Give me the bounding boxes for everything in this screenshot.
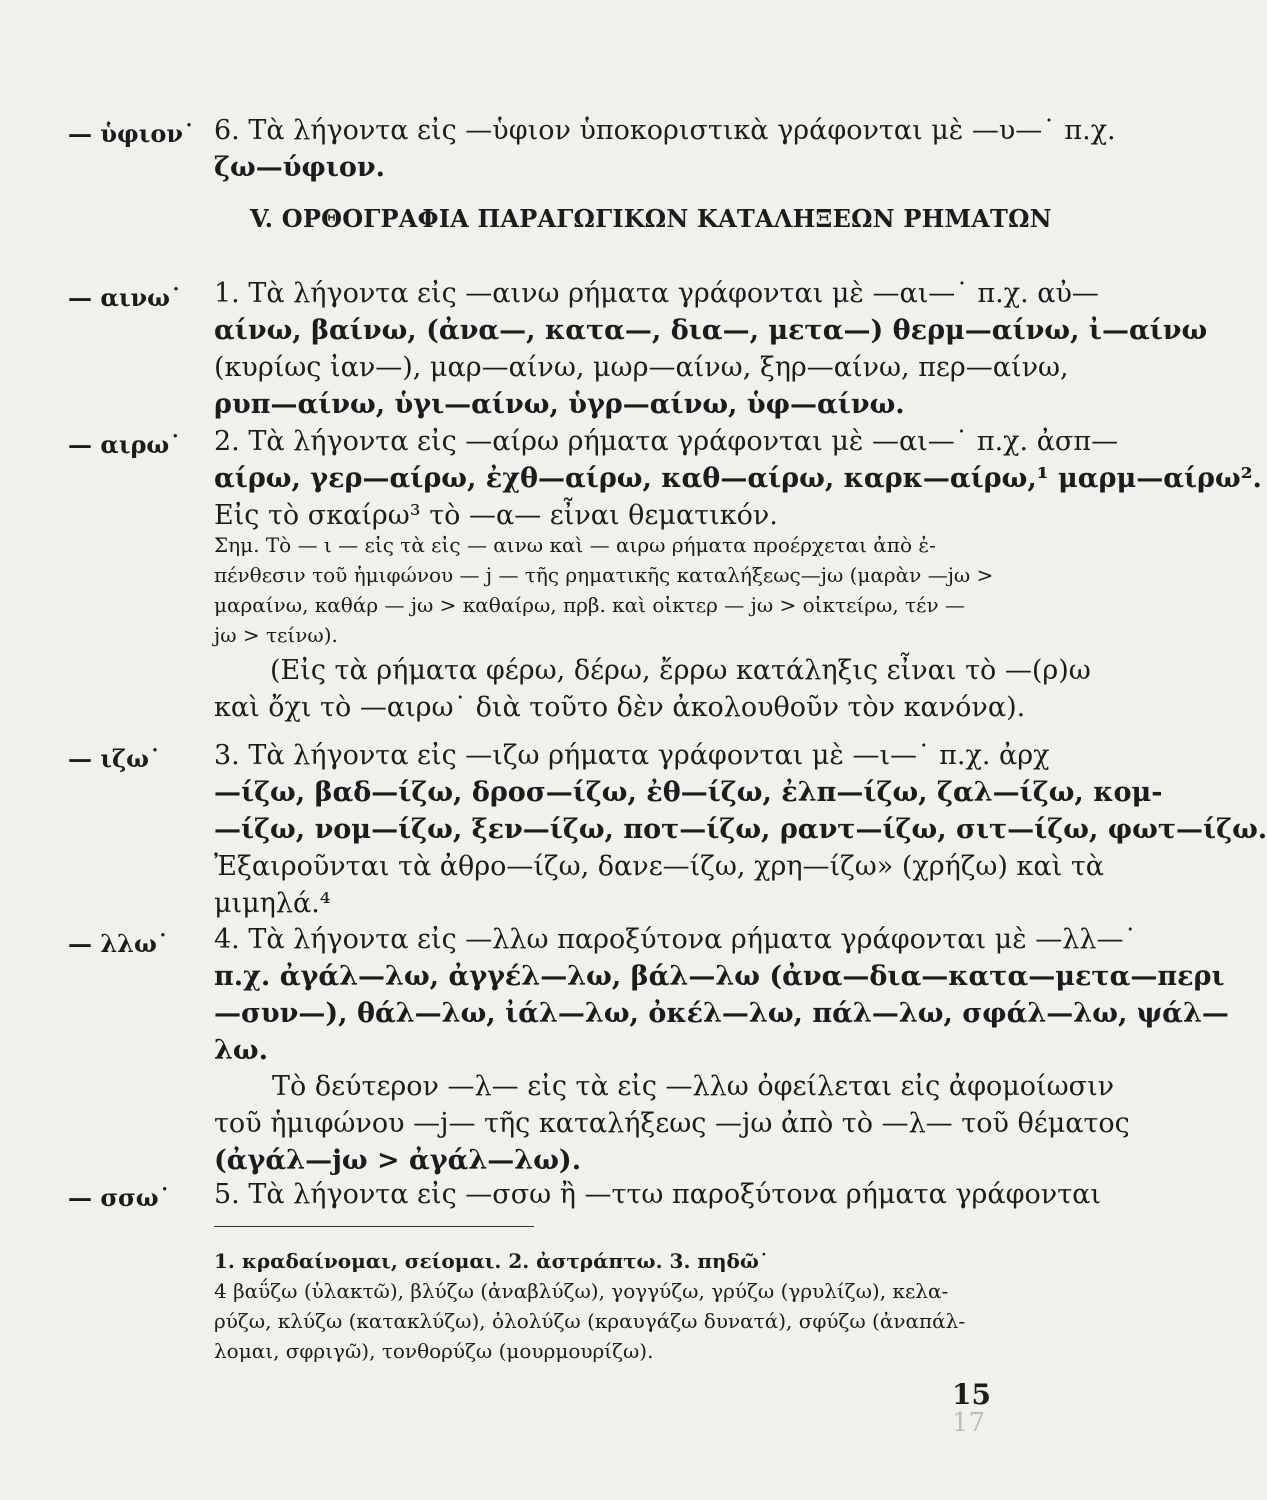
rule-6: [214, 112, 1116, 186]
paren-line-2: καὶ ὄχι τὸ —αιρω˙ διὰ τοῦτο δὲν ἀκολουθοῦν τὸν κανόνα).: [214, 692, 1026, 723]
second-line-1: Τὸ δεύτερον —λ— εἰς τὰ εἰς —λλω ὀφείλεται εἰς ἀφομοίωσιν: [272, 1071, 1115, 1102]
margin-label-aino: — αινω˙: [68, 283, 182, 312]
note-line-2: πένθεσιν τοῦ ἡμιφώνου — j — τῆς ρηματικῆς καταλήξεως—jω (μαρὰν —jω >: [214, 563, 994, 587]
footnotes: [214, 1246, 994, 1366]
note-block: [214, 530, 994, 650]
second-line-3: (ἀγάλ—jω > ἀγάλ—λω).: [214, 1145, 582, 1176]
paren-line-1: (Εἰς τὰ ρήματα φέρω, δέρω, ἔρρω κατάληξις εἶναι τὸ —(ρ)ω: [270, 655, 1091, 686]
note-line-1: Σημ. Τὸ — ι — εἰς τὰ εἰς — αινω καὶ — αιρω ρήματα προέρχεται ἀπὸ ἐ-: [214, 533, 936, 557]
rule-3-line-1: 3. Τὰ λήγοντα εἰς —ιζω ρήματα γράφονται μὲ —ι—˙ π.χ. ἀρχ: [214, 740, 1050, 771]
footnote-line-3: ρύζω, κλύζω (κατακλύζω), ὀλολύζω (κραυγάζω δυνατά), σφύζω (ἀναπάλ-: [214, 1309, 966, 1333]
section-heading: V. ΟΡΘΟΓΡΑΦΙΑ ΠΑΡΑΓΩΓΙΚΩΝ ΚΑΤΑΛΗΞΕΩΝ ΡΗΜΑΤΩΝ: [250, 204, 1052, 233]
footnote-divider: [214, 1226, 534, 1227]
note-line-4: jω > τείνω).: [214, 623, 338, 647]
bleed-through-page-number: 17: [952, 1408, 986, 1438]
rule-1-line-3: (κυρίως ἰαν—), μαρ—αίνω, μωρ—αίνω, ξηρ—αίνω, περ—αίνω,: [214, 352, 1069, 383]
footnote-line-4: λομαι, σφριγῶ), τονθορύζω (μουρμουρίζω).: [214, 1339, 654, 1363]
rule-2-line-3: Εἰς τὸ σκαίρω³ τὸ —α— εἶναι θεματικόν.: [214, 500, 778, 531]
footnote-line-2: 4 βαΰζω (ὑλακτῶ), βλύζω (ἀναβλύζω), γογγύζω, γρύζω (γρυλίζω), κελα-: [214, 1279, 949, 1303]
rule-6-line-2: ζω—ύφιον.: [214, 152, 386, 183]
footnote-line-1: 1. κραδαίνομαι, σείομαι. 2. ἀστράπτω. 3. πηδῶ˙: [214, 1249, 769, 1273]
second-lambda-paragraph: [214, 1068, 1130, 1179]
rule-4-line-4: λω.: [214, 1035, 269, 1066]
rule-3: [214, 737, 1267, 922]
page-number: 15: [952, 1378, 991, 1411]
rule-4-line-3: —συν—), θάλ—λω, ἰάλ—λω, ὀκέλ—λω, πάλ—λω, σφάλ—λω, ψάλ—: [214, 998, 1229, 1029]
rule-2-line-2: αίρω, γερ—αίρω, ἐχθ—αίρω, καθ—αίρω, καρκ—αίρω,¹ μαρμ—αίρω².: [214, 463, 1262, 494]
margin-label-sso: — σσω˙: [68, 1183, 171, 1212]
rule-3-line-2: —ίζω, βαδ—ίζω, δροσ—ίζω, ἐθ—ίζω, ἐλπ—ίζω, ζαλ—ίζω, κομ-: [214, 777, 1163, 808]
rule-1-line-1: 1. Τὰ λήγοντα εἰς —αινω ρήματα γράφονται μὲ —αι—˙ π.χ. αὐ—: [214, 278, 1099, 309]
note-line-3: μαραίνω, καθάρ — jω > καθαίρω, πρβ. καὶ οἰκτερ — jω > οἰκτείρω, τέν —: [214, 593, 965, 617]
rule-2: [214, 423, 1262, 534]
margin-label-airo: — αιρω˙: [68, 430, 182, 459]
rule-1: [214, 275, 1208, 423]
rule-4: [214, 921, 1229, 1069]
rule-4-line-1: 4. Τὰ λήγοντα εἰς —λλω παροξύτονα ρήματα γράφονται μὲ —λλ—˙: [214, 924, 1138, 955]
rule-5: [214, 1176, 1101, 1213]
rule-6-line-1: 6. Τὰ λήγοντα εἰς —ὑφιον ὑποκοριστικὰ γράφονται μὲ —υ—˙ π.χ.: [214, 115, 1116, 146]
parenthetical: [214, 652, 1091, 726]
rule-1-line-4: ρυπ—αίνω, ὑγι—αίνω, ὑγρ—αίνω, ὑφ—αίνω.: [214, 389, 905, 420]
margin-label-yfion: — ὑφιον˙: [68, 119, 195, 148]
rule-2-line-1: 2. Τὰ λήγοντα εἰς —αίρω ρήματα γράφονται μὲ —αι—˙ π.χ. ἀσπ—: [214, 426, 1119, 457]
margin-label-llo: — λλω˙: [68, 929, 169, 958]
rule-1-line-2: αίνω, βαίνω, (ἀνα—, κατα—, δια—, μετα—) θερμ—αίνω, ἰ—αίνω: [214, 315, 1208, 346]
rule-4-line-2: π.χ. ἀγάλ—λω, ἀγγέλ—λω, βάλ—λω (ἀνα—δια—κατα—μετα—περι: [214, 961, 1225, 992]
rule-3-line-5: μιμηλά.⁴: [214, 888, 331, 919]
second-line-2: τοῦ ἡμιφώνου —j— τῆς καταλήξεως —jω ἀπὸ τὸ —λ— τοῦ θέματος: [214, 1108, 1130, 1139]
margin-label-izo: — ιζω˙: [68, 744, 162, 773]
rule-5-line-1: 5. Τὰ λήγοντα εἰς —σσω ἢ —ττω παροξύτονα ρήματα γράφονται: [214, 1179, 1101, 1210]
rule-3-line-3: —ίζω, νομ—ίζω, ξεν—ίζω, ποτ—ίζω, ραντ—ίζω, σιτ—ίζω, φωτ—ίζω.: [214, 814, 1267, 845]
rule-3-line-4: Ἐξαιροῦνται τὰ ἀθρο—ίζω, δανε—ίζω, χρη—ίζω» (χρήζω) καὶ τὰ: [214, 851, 1104, 882]
